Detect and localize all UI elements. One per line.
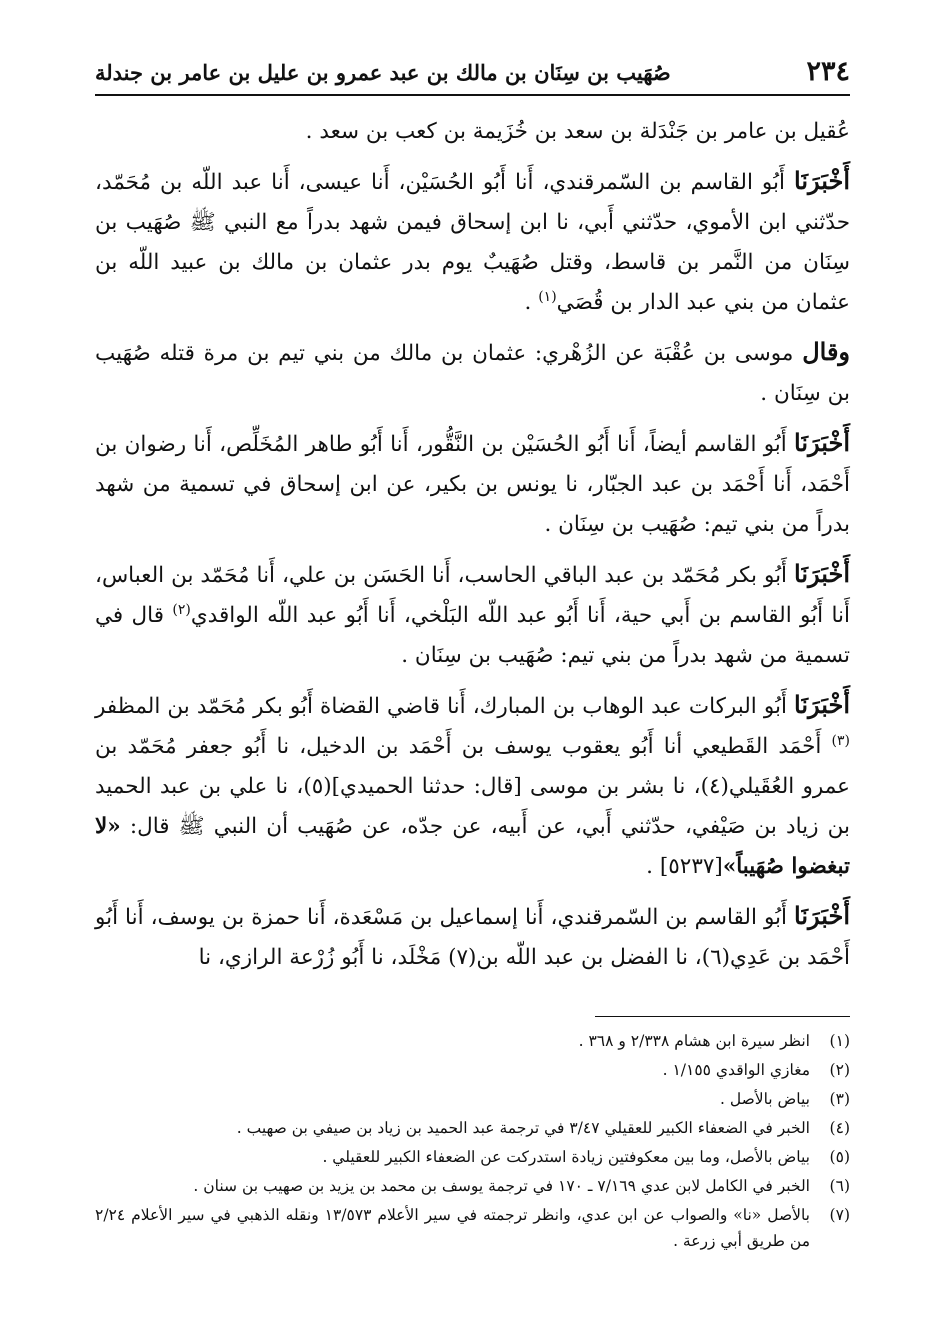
main-text [95,112,850,987]
footnote-text: انظر سيرة ابن هشام ٢/٣٣٨ و ٣٦٨ . [578,1032,810,1050]
footnote-text: بياض بالأصل، وما بين معكوفتين زيادة استدركت عن الضعفاء الكبير للعقيلي . [322,1148,810,1166]
paragraph [95,554,850,676]
footnote-mark: (١) [538,288,557,305]
hadith-quote: «لا تبغضوا صُهَيباً» [95,814,850,879]
footnote-text: بياض بالأصل . [719,1090,810,1108]
paragraph-text: أَبُو القاسم بن السّمرقندي، أَنا إسماعيل بن مَسْعَدة، أَنا حمزة بن يوسف، أَنا أَبُو أَحْمَد بن عَدِي(٦)، نا الفضل بن عبد اللّه بن(٧) مَخْلَد، نا أَبُو زُرْعة الرازي، نا [95,905,850,970]
paragraph-lead-word: وقال [802,337,850,366]
paragraph [95,332,850,414]
paragraph-text: عُقيل بن عامر بن جَنْدَلة بن سعد بن خُزَيمة بن كعب بن سعد . [305,119,850,144]
page-number: ٢٣٤ [806,56,850,87]
paragraph-text: موسى بن عُقْبَة عن الزُهْري: عثمان بن مالك من بني تيم بن مرة قتله صُهَيب بن سِنَان . [95,341,850,406]
paragraph-text: أَبُو القاسم بن السّمرقندي، أَنا أَبُو الحُسَيْن، أَنا عيسى، أَنا عبد اللّه بن مُحَمّد، حدّثني ابن الأموي، حدّثني أَبي، نا ابن إسحاق فيمن شهد بدراً مع النبي ﷺ صُهَيب بن سِنَان من النَّمر بن قاسط، وقتل صُهَيبٌ يوم بدر عثمان بن مالك بن عبيد اللّه بن عثمان من بني عبد الدار بن قُصَي [95,170,850,315]
page-header [95,52,850,96]
footnote-mark: (٣) [831,732,850,749]
footnote-number: (٥) [829,1148,850,1166]
footnote-number: (٣) [829,1090,850,1108]
paragraph-tail: . [524,290,539,315]
footnote-mark: (٢) [172,601,191,618]
footnote [95,1086,850,1112]
running-title: صُهَيب بن سِنَان بن مالك بن عبد عمرو بن عليل بن عامر بن جندلة [95,60,671,85]
paragraph-lead-word: أَخْبَرَنَا [794,901,850,930]
footnotes [95,1028,850,1257]
footnote-text: بالأصل «نا» والصواب عن ابن عدي، وانظر ترجمته في سير الأعلام ١٣/٥٧٣ ونقله الذهبي في سير الأعلام ٢/٢٤ من طريق أبي زرعة . [95,1206,810,1250]
paragraph-text: أَبُو القاسم أيضاً، أَنا أَبُو الحُسَيْن بن النَّقُّور، أَنا أَبُو طاهر المُخَلِّص، أَنا رضوان بن أَحْمَد، أَنا أَحْمَد بن عبد الجبّار، نا يونس بن بكير، عن ابن إسحاق في تسمية من شهد بدراً من بني تيم: صُهَيب بن سِنَان . [95,432,850,537]
paragraph [95,161,850,323]
footnote-number: (٢) [829,1061,850,1079]
paragraph [95,685,850,887]
paragraph-text: أَبُو بكر مُحَمّد بن عبد الباقي الحاسب، أَنا الحَسَن بن علي، أَنا مُحَمّد بن العباس، أَنا أَبُو القاسم بن أَبي حية، أَنا أَبُو عبد اللّه البَلْخي، أَنا أَبُو عبد اللّه الواقدي [95,563,850,628]
footnote-text: مغازي الواقدي ١/١٥٥ . [662,1061,810,1079]
footnote [95,1173,850,1199]
footnote-text: الخبر في الضعفاء الكبير للعقيلي ٣/٤٧ في ترجمة عبد الحميد بن زياد بن صيفي بن صهيب . [236,1119,810,1137]
footnote-number: (٧) [829,1206,850,1224]
footnote-number: (٦) [829,1177,850,1195]
footnote [95,1144,850,1170]
footnote [95,1115,850,1141]
hadith-number: [٥٢٣٧] . [646,854,723,879]
paragraph [95,423,850,545]
footnote [95,1028,850,1054]
footnote [95,1057,850,1083]
footnote-divider [595,1016,850,1017]
paragraph-text: أَبُو البركات عبد الوهاب بن المبارك، أَنا قاضي القضاة أَبُو بكر مُحَمّد بن المظفر [95,694,795,719]
paragraph [95,896,850,978]
paragraph-lead-word: أَخْبَرَنَا [794,690,850,719]
paragraph-lead-word: أَخْبَرَنَا [794,559,850,588]
footnote-text: الخبر في الكامل لابن عدي ٧/١٦٩ ـ ١٧٠ في ترجمة يوسف بن محمد بن يزيد بن صهيب بن سنان . [193,1177,810,1195]
paragraph-lead-word: أَخْبَرَنَا [794,428,850,457]
footnote [95,1202,850,1254]
paragraph-tail: أَحْمَد القَطيعي أنا أَبُو يعقوب يوسف بن أَحْمَد بن الدخيل، نا أَبُو جعفر مُحَمّد بن عمرو العُقَيلي(٤)، نا بشر بن موسى [قال: حدثنا الحميدي](٥)، نا علي بن عبد الحميد بن زياد بن صَيْفي، حدّثني أَبي، عن أَبيه، عن جدّه، عن صُهَيب أن النبي ﷺ قال: [95,734,851,839]
footnote-number: (٤) [829,1119,850,1137]
paragraph-tail: قال في تسمية من شهد بدراً من بني تيم: صُهَيب بن سِنَان . [95,603,850,668]
paragraph-lead-word: أَخْبَرَنَا [794,166,850,195]
paragraph [95,112,850,152]
footnote-number: (١) [829,1032,850,1050]
